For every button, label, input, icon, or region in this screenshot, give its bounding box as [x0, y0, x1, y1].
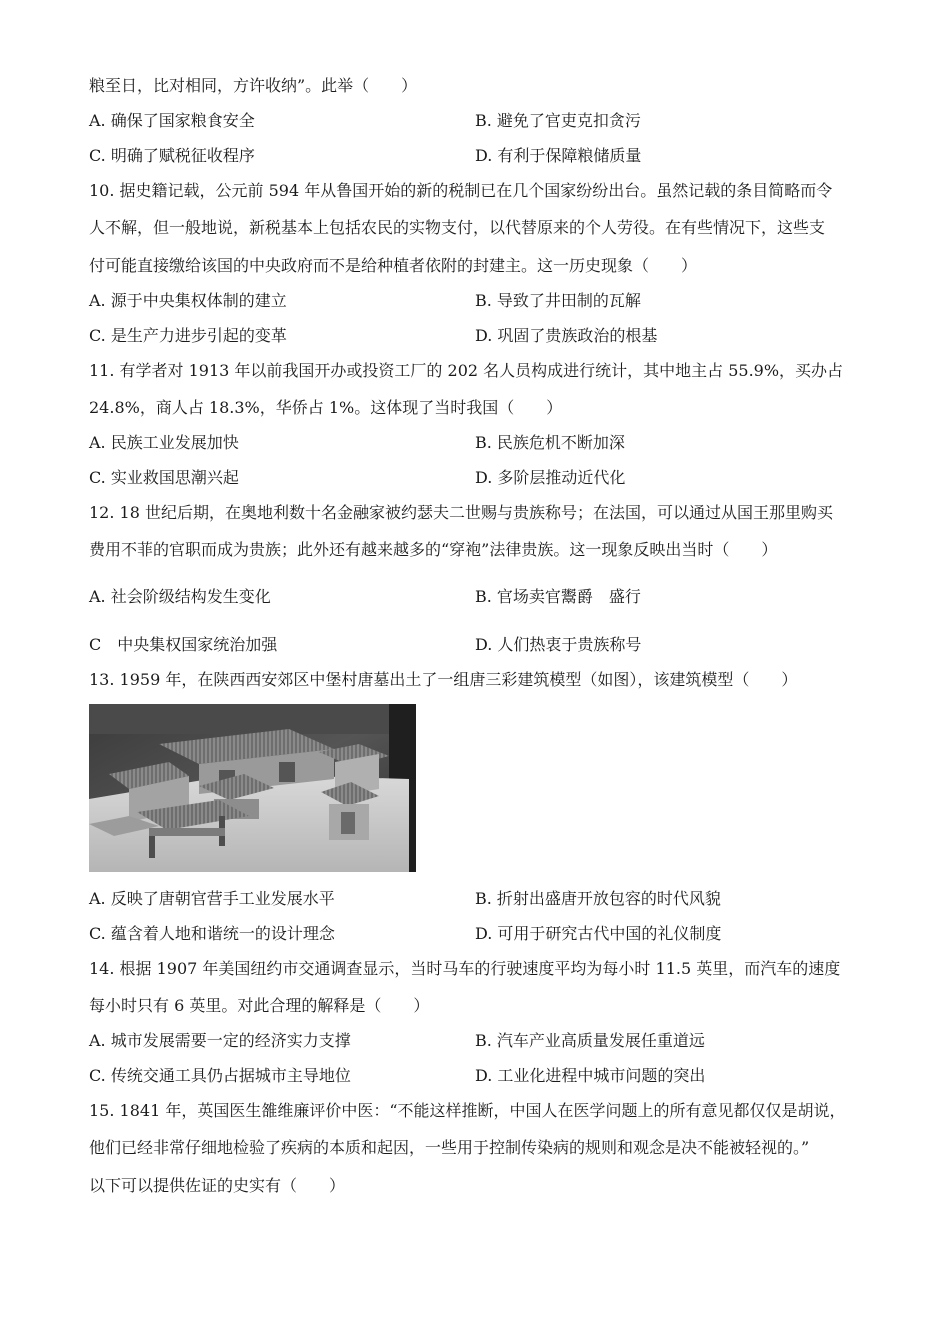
q9-option-a: A. 确保了国家粮食安全	[89, 111, 255, 130]
q9-option-c: C. 明确了赋税征收程序	[89, 146, 255, 165]
q12-option-c: C 中央集权国家统治加强	[89, 635, 278, 654]
q14-stem-line-1: 14. 根据 1907 年美国纽约市交通调查显示，当时马车的行驶速度平均为每小时 11.5 英里，而汽车的速度	[89, 959, 841, 978]
tang-sancai-architecture-model-photo	[89, 704, 416, 872]
q11-option-b: B. 民族危机不断加深	[475, 433, 625, 452]
q14-option-b: B. 汽车产业高质量发展任重道远	[475, 1031, 705, 1050]
q12-option-a: A. 社会阶级结构发生变化	[89, 587, 271, 606]
q13-option-b: B. 折射出盛唐开放包容的时代风貌	[475, 889, 721, 908]
q14-option-d: D. 工业化进程中城市问题的突出	[475, 1066, 706, 1085]
q11-option-a: A. 民族工业发展加快	[89, 433, 239, 452]
q10-option-a: A. 源于中央集权体制的建立	[89, 291, 287, 310]
q9-stem-tail: 粮至日，比对相同，方许收纳”。此举（ ）	[89, 76, 418, 95]
q12-stem-line-1: 12. 18 世纪后期，在奥地利数十名金融家被约瑟夫二世赐与贵族称号；在法国，可以通过从国王那里购买	[89, 503, 833, 522]
q9-option-d: D. 有利于保障粮储质量	[475, 146, 642, 165]
q10-option-b: B. 导致了井田制的瓦解	[475, 291, 641, 310]
q15-stem-line-3: 以下可以提供佐证的史实有（ ）	[89, 1176, 346, 1195]
q13-option-d: D. 可用于研究古代中国的礼仪制度	[475, 924, 722, 943]
q15-stem-line-1: 15. 1841 年，英国医生雒维廉评价中医：“不能这样推断，中国人在医学问题上的所有意见都仅仅是胡说，	[89, 1101, 846, 1120]
q10-option-c: C. 是生产力进步引起的变革	[89, 326, 287, 345]
q10-option-d: D. 巩固了贵族政治的根基	[475, 326, 658, 345]
q13-option-c: C. 蕴含着人地和谐统一的设计理念	[89, 924, 335, 943]
q9-option-b: B. 避免了官吏克扣贪污	[475, 111, 641, 130]
q12-stem-line-2: 费用不菲的官职而成为贵族；此外还有越来越多的“穿袍”法律贵族。这一现象反映出当时（ ）	[89, 540, 778, 559]
q10-stem-line-2: 人不解，但一般地说，新税基本上包括农民的实物支付，以代替原来的个人劳役。在有些情况下，这些支	[89, 218, 826, 237]
q14-stem-line-2: 每小时只有 6 英里。对此合理的解释是（ ）	[89, 996, 430, 1015]
q11-option-d: D. 多阶层推动近代化	[475, 468, 626, 487]
q14-option-c: C. 传统交通工具仍占据城市主导地位	[89, 1066, 351, 1085]
q10-stem-line-3: 付可能直接缴给该国的中央政府而不是给种植者依附的封建主。这一历史现象（ ）	[89, 256, 698, 275]
q13-option-a: A. 反映了唐朝官营手工业发展水平	[89, 889, 335, 908]
q12-option-d: D. 人们热衷于贵族称号	[475, 635, 642, 654]
q15-stem-line-2: 他们已经非常仔细地检验了疾病的本质和起因，一些用于控制传染病的规则和观念是决不能被轻视的。”	[89, 1138, 810, 1157]
q11-stem-line-2: 24.8%，商人占 18.3%，华侨占 1%。这体现了当时我国（ ）	[89, 398, 563, 417]
q12-option-b: B. 官场卖官鬻爵 盛行	[475, 587, 641, 606]
q13-stem-line-1: 13. 1959 年，在陕西西安郊区中堡村唐墓出土了一组唐三彩建筑模型（如图），该建筑模型（ ）	[89, 670, 798, 689]
q10-stem-line-1: 10. 据史籍记载，公元前 594 年从鲁国开始的新的税制已在几个国家纷纷出台。虽然记载的条目简略而令	[89, 181, 833, 200]
q11-option-c: C. 实业救国思潮兴起	[89, 468, 239, 487]
q14-option-a: A. 城市发展需要一定的经济实力支撑	[89, 1031, 351, 1050]
q11-stem-line-1: 11. 有学者对 1913 年以前我国开办或投资工厂的 202 名人员构成进行统计，其中地主占 55.9%，买办占	[89, 361, 844, 380]
